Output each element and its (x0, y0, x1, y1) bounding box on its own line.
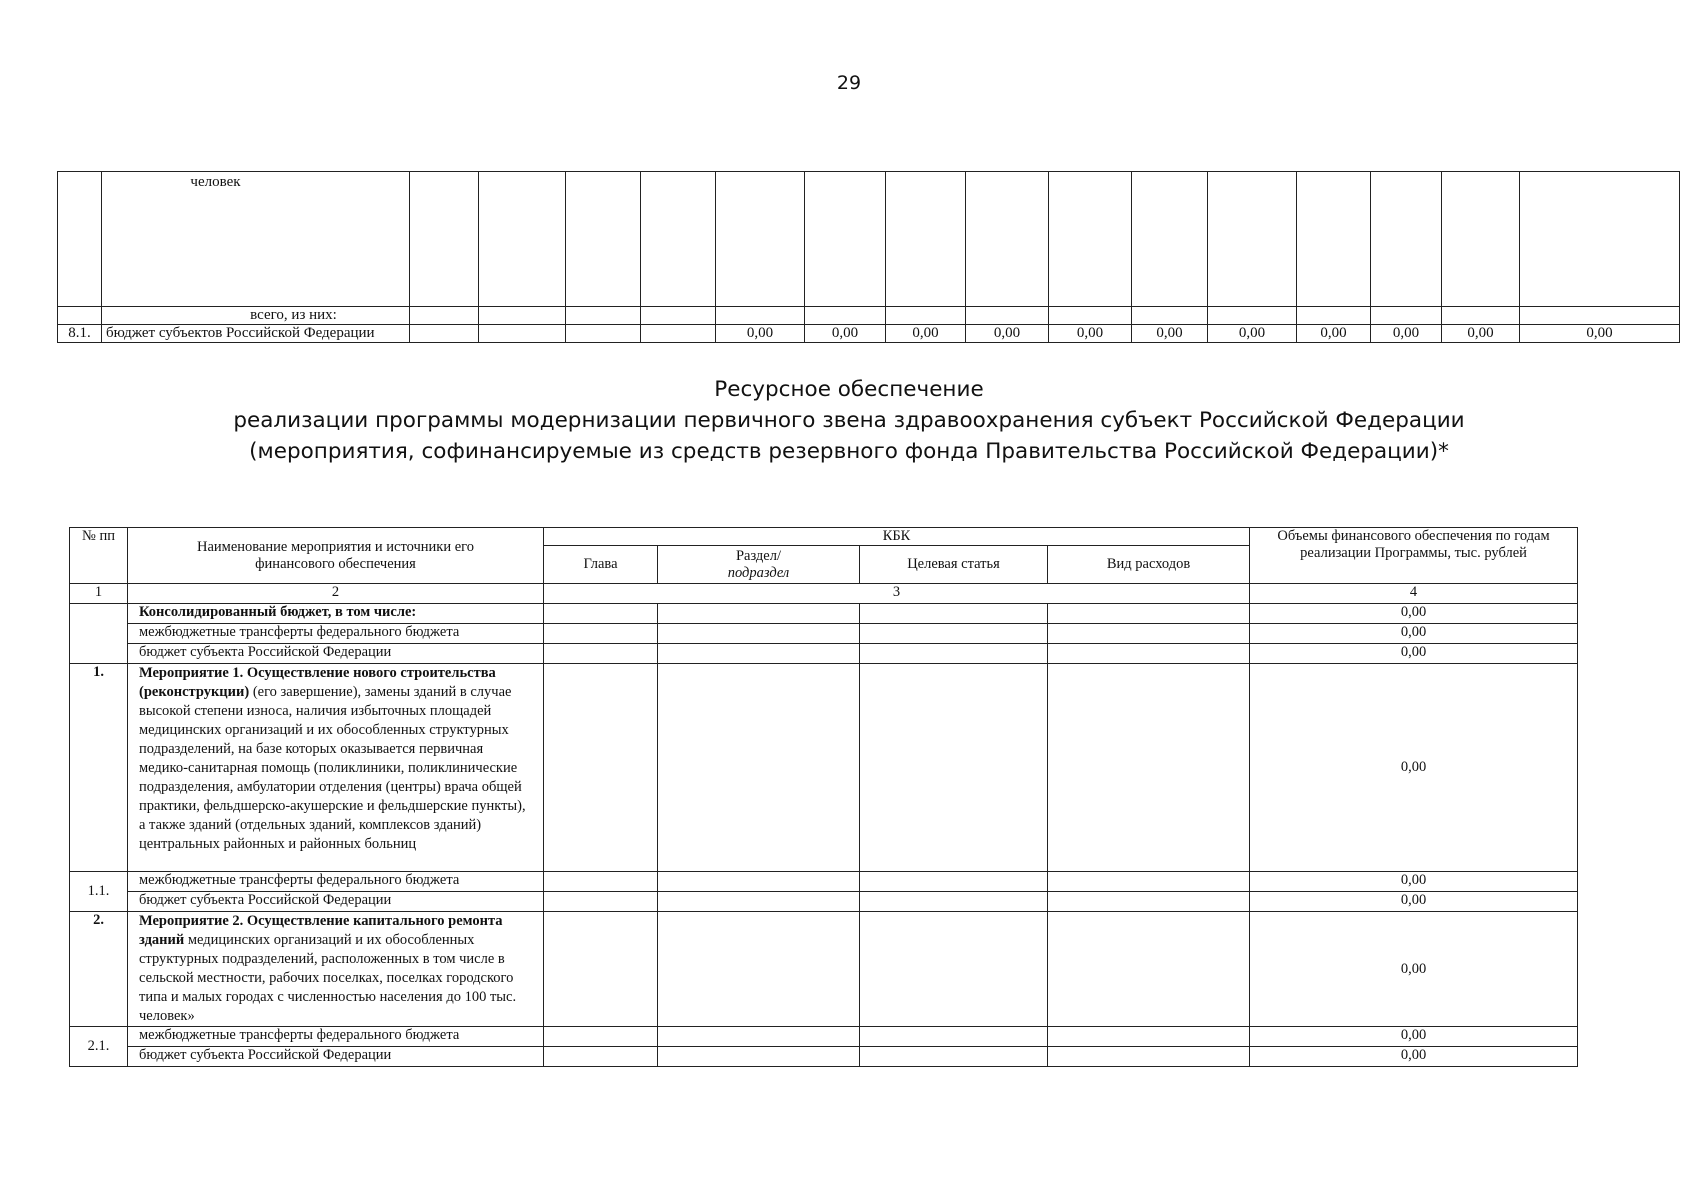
table-row (70, 644, 1578, 664)
source-label: межбюджетные трансферты федерального бюджета (128, 1027, 544, 1047)
event-number: 2. (70, 912, 128, 1027)
value-cell: 0,00 (716, 325, 805, 343)
value-cell: 0,00 (886, 325, 966, 343)
section-subtitle-note: (мероприятия, софинансируемые из средств резервного фонда Правительства Российской Федерации)* (249, 439, 1449, 464)
value-cell: 0,00 (1250, 644, 1578, 664)
source-label: бюджет субъекта Российской Федерации (128, 644, 544, 664)
value-cell: 0,00 (1208, 325, 1297, 343)
event-title: Мероприятие 1. Осуществление нового строительства (реконструкции) (139, 665, 496, 700)
header-razdel-label: Раздел/ (735, 547, 782, 564)
value-cell: 0,00 (1132, 325, 1208, 343)
section-title: Ресурсное обеспечение (714, 377, 984, 402)
value-cell: 0,00 (1049, 325, 1132, 343)
source-label: бюджет субъекта Российской Федерации (128, 892, 544, 912)
value-cell: 0,00 (1442, 325, 1520, 343)
section-subtitle: реализации программы модернизации первичного звена здравоохранения субъект Российской Федерации (233, 408, 1465, 433)
event-text: медицинских организаций и их обособленных структурных подразделений, расположенных в том числе в сельской местности, рабочих поселках, поселках городского типа и малых городах с численностью населения до 100 тыс. человек» (139, 932, 517, 1024)
table-row (70, 1027, 1578, 1047)
continuation-table (57, 171, 1680, 343)
event-description (128, 912, 544, 1027)
unit-label: человек (102, 172, 410, 307)
event-number: 1. (70, 664, 128, 872)
header-num: № пп (70, 528, 128, 584)
sub-number: 1.1. (70, 872, 128, 912)
header-celevaya: Целевая статья (860, 546, 1048, 584)
table-row (58, 307, 1680, 325)
table-row (58, 172, 1680, 307)
value-cell: 0,00 (1250, 624, 1578, 644)
value-cell: 0,00 (1250, 912, 1578, 1027)
total-label: всего, из них: (102, 307, 410, 325)
row-label: бюджет субъектов Российской Федерации (102, 325, 410, 343)
value-cell: 0,00 (1297, 325, 1371, 343)
index-cell: 2 (128, 584, 544, 604)
index-cell: 4 (1250, 584, 1578, 604)
event-description (128, 664, 544, 872)
header-row (70, 528, 1578, 546)
header-vid: Вид расходов (1048, 546, 1250, 584)
source-label: бюджет субъекта Российской Федерации (128, 1047, 544, 1067)
resource-table (69, 527, 1578, 1067)
table-row (58, 325, 1680, 343)
header-razdel (658, 546, 860, 584)
value-cell: 0,00 (966, 325, 1049, 343)
value-cell: 0,00 (805, 325, 886, 343)
table-row (70, 664, 1578, 872)
value-cell: 0,00 (1250, 1027, 1578, 1047)
value-cell: 0,00 (1250, 872, 1578, 892)
table-row (70, 624, 1578, 644)
index-row (70, 584, 1578, 604)
header-glava: Глава (544, 546, 658, 584)
consolidated-label: Консолидированный бюджет, в том числе: (128, 604, 544, 624)
value-cell: 0,00 (1250, 892, 1578, 912)
source-label: межбюджетные трансферты федерального бюджета (128, 624, 544, 644)
table-row (70, 872, 1578, 892)
table-row (70, 1047, 1578, 1067)
event-text: (его завершение), замены зданий в случае высокой степени износа, наличия избыточных площадей медицинских организаций и их обособленных структурных подразделений, на базе которых оказывается первичная медико-санитарная помощь (поликлиники, поликлинические подразделения, амбулатории отделения (центры) врача общей практики, фельдшерско-акушерские и фельдшерские пункты), а также зданий (отдельных зданий, комплексов зданий) центральных районных и районных больниц (139, 684, 526, 852)
header-kbk: КБК (544, 528, 1250, 546)
table-row (70, 604, 1578, 624)
header-volume: Объемы финансового обеспечения по годам реализации Программы, тыс. рублей (1250, 528, 1578, 584)
value-cell: 0,00 (1250, 604, 1578, 624)
header-podrazdel-label: подраздел (727, 564, 790, 581)
table-row (70, 892, 1578, 912)
source-label: межбюджетные трансферты федерального бюджета (128, 872, 544, 892)
page-number: 29 (836, 72, 862, 94)
sub-number: 2.1. (70, 1027, 128, 1067)
value-cell: 0,00 (1250, 664, 1578, 872)
value-cell: 0,00 (1520, 325, 1680, 343)
index-cell: 3 (544, 584, 1250, 604)
value-cell: 0,00 (1250, 1047, 1578, 1067)
value-cell: 0,00 (1371, 325, 1442, 343)
row-number: 8.1. (58, 325, 102, 343)
event-title: Мероприятие 2. Осуществление капитального ремонта зданий (139, 913, 503, 948)
index-cell: 1 (70, 584, 128, 604)
table-row (70, 912, 1578, 1027)
header-name: Наименование мероприятия и источники его финансового обеспечения (128, 528, 544, 584)
